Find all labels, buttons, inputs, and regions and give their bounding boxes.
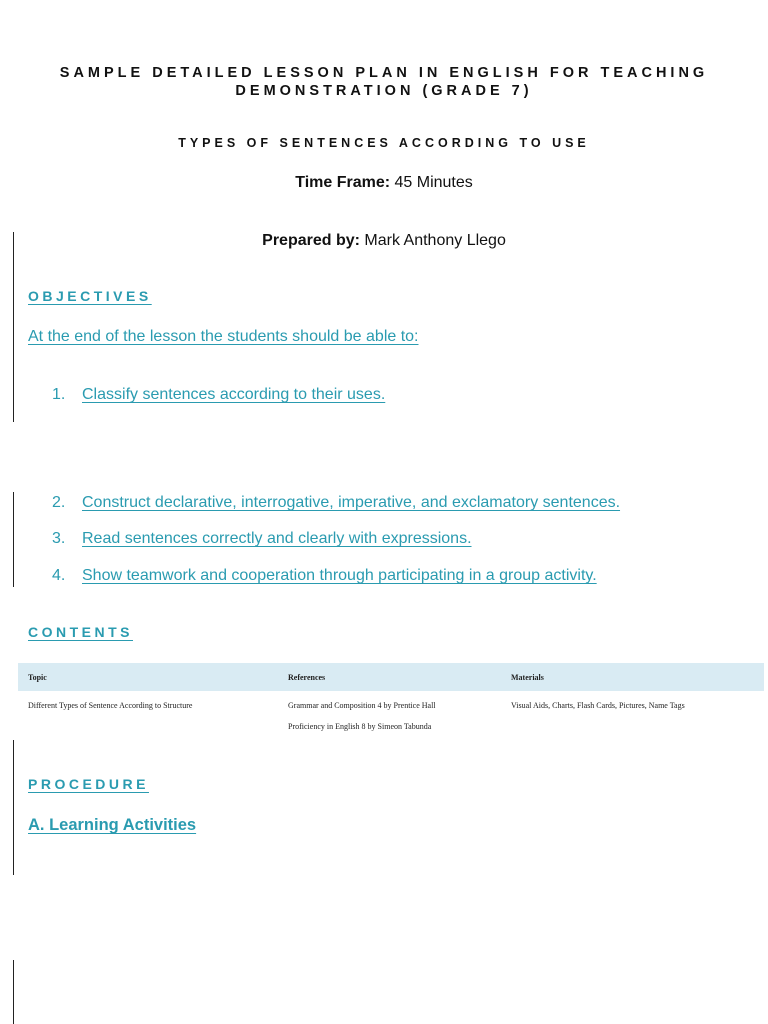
objective-text: Construct declarative, interrogative, imperative, and exclamatory sentences. [82, 494, 621, 511]
objectives-heading[interactable]: OBJECTIVES [28, 288, 152, 304]
objective-item-4[interactable] [52, 567, 597, 585]
margin-rule [13, 492, 14, 587]
objective-text: Classify sentences according to their uses. [82, 386, 386, 403]
objective-number: 2. [52, 494, 66, 511]
objective-text: Read sentences correctly and clearly with expressions. [82, 530, 472, 547]
contents-heading[interactable]: CONTENTS [28, 624, 133, 640]
objective-item-3[interactable] [52, 530, 472, 548]
margin-rule [13, 740, 14, 875]
time-frame-value: 45 Minutes [390, 174, 473, 191]
margin-rule [13, 232, 14, 422]
document-title: SAMPLE DETAILED LESSON PLAN IN ENGLISH FOR TEACHING DEMONSTRATION (GRADE 7) [59, 65, 709, 99]
prepared-by [40, 232, 728, 250]
procedure-heading[interactable]: PROCEDURE [28, 776, 149, 792]
objective-item-2[interactable] [52, 494, 620, 512]
objective-item-1[interactable] [52, 386, 385, 404]
objectives-intro-link[interactable]: At the end of the lesson the students should be able to: [28, 328, 419, 345]
reference-item: Proficiency in English 8 by Simeon Tabunda [288, 722, 432, 731]
column-header-references: References [278, 663, 501, 691]
document-subtitle: TYPES OF SENTENCES ACCORDING TO USE [178, 136, 590, 150]
column-header-topic: Topic [18, 663, 278, 691]
materials-cell: Visual Aids, Charts, Flash Cards, Pictures, Name Tags [511, 701, 685, 710]
table-row [18, 691, 764, 737]
reference-item: Grammar and Composition 4 by Prentice Hall [288, 701, 436, 710]
topic-cell: Different Types of Sentence According to Structure [28, 701, 193, 710]
table-header-row [18, 663, 764, 691]
objective-number: 4. [52, 567, 66, 584]
learning-activities-heading[interactable]: A. Learning Activities [28, 816, 197, 834]
references-cell [278, 691, 501, 737]
column-header-materials: Materials [501, 663, 764, 691]
margin-rule [13, 960, 14, 1024]
time-frame-label: Time Frame: [295, 174, 391, 191]
objective-number: 3. [52, 530, 66, 547]
time-frame [40, 174, 728, 192]
objective-text: Show teamwork and cooperation through participating in a group activity. [82, 567, 597, 584]
objective-number: 1. [52, 386, 66, 403]
prepared-by-label: Prepared by: [262, 232, 360, 249]
prepared-by-value: Mark Anthony Llego [359, 232, 506, 249]
contents-table [18, 663, 764, 737]
